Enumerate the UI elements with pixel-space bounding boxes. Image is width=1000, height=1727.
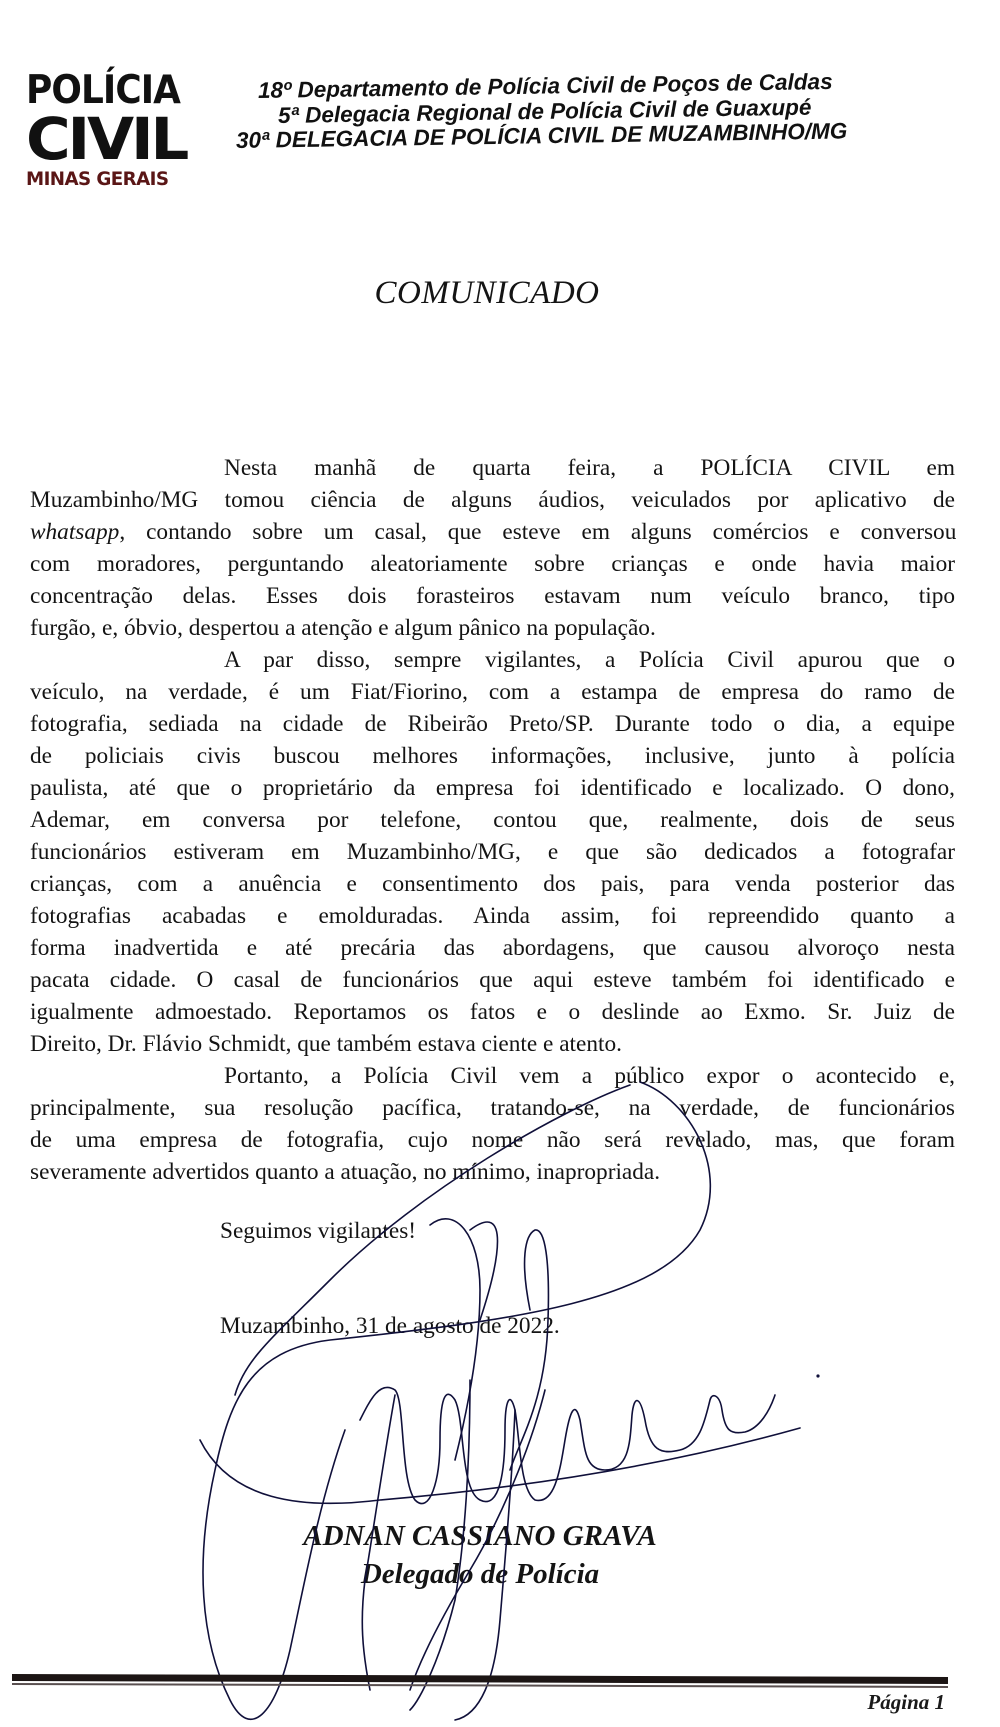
body-line-text: veículo, na verdade, é um Fiat/Fiorino, com a estampa de empresa do ramo de bbox=[30, 679, 955, 705]
signatory-name-text: ADNAN CASSIANO GRAVA bbox=[303, 1520, 657, 1552]
body-line bbox=[30, 868, 955, 900]
body-line-text: forma inadvertida e até precária das abordagens, que causou alvoroço nesta bbox=[30, 935, 955, 961]
logo-line-civil: CIVIL bbox=[26, 105, 187, 173]
body-line-text: fotografias acabadas e emolduradas. Ainda assim, foi repreendido quanto a bbox=[30, 903, 955, 929]
document-title bbox=[0, 275, 1000, 312]
body-line-text: furgão, e, óbvio, despertou a atenção e algum pânico na população. bbox=[30, 615, 656, 641]
body-line bbox=[30, 1060, 955, 1092]
body-line-text: de policiais civis buscou melhores informações, inclusive, junto à polícia bbox=[30, 743, 955, 769]
body-line-text: Direito, Dr. Flávio Schmidt, que também estava ciente e atento. bbox=[30, 1031, 622, 1057]
document-title-text: COMUNICADO bbox=[374, 275, 600, 311]
body-line-text: igualmente admoestado. Reportamos os fatos e o deslinde ao Exmo. Sr. Juiz de bbox=[30, 999, 955, 1025]
signatory-name bbox=[0, 1520, 960, 1553]
body-line bbox=[30, 484, 955, 516]
body-line bbox=[30, 1156, 955, 1188]
body-line bbox=[30, 612, 955, 644]
body-line-text: pacata cidade. O casal de funcionários que aqui esteve também foi identificado e bbox=[30, 967, 955, 993]
body-line-text: funcionários estiveram em Muzambinho/MG, e que são dedicados a fotografar bbox=[30, 839, 955, 865]
page-number: Página 1 bbox=[867, 1690, 945, 1714]
body-line bbox=[30, 452, 955, 484]
place-and-date: Muzambinho, 31 de agosto de 2022. bbox=[220, 1313, 560, 1339]
police-logo bbox=[26, 70, 186, 192]
body-line bbox=[30, 1092, 955, 1124]
body-line-text: crianças, com a anuência e consentimento dos pais, para venda posterior das bbox=[30, 871, 955, 897]
body-line-text: concentração delas. Esses dois forasteiros estavam num veículo branco, tipo bbox=[30, 583, 955, 609]
signature-dot bbox=[816, 1374, 819, 1377]
body-line-text: de uma empresa de fotografia, cujo nome não será revelado, mas, que foram bbox=[30, 1127, 955, 1153]
body-line bbox=[30, 580, 955, 612]
signature-stroke bbox=[360, 1387, 775, 1503]
body-line bbox=[30, 516, 955, 548]
logo-line-policia: POLÍCIA bbox=[26, 68, 181, 113]
signature-stroke bbox=[200, 1428, 800, 1503]
footer-rule bbox=[12, 1674, 948, 1684]
letterhead-regional: 5ª Delegacia Regional de Polícia Civil de Guaxupé bbox=[277, 94, 812, 128]
body-line-text: severamente advertidos quanto a atuação, no mínimo, inapropriada. bbox=[30, 1159, 661, 1185]
body-line bbox=[30, 740, 955, 772]
closing-salutation: Seguimos vigilantes! bbox=[220, 1218, 417, 1244]
body-line-text: principalmente, sua resolução pacífica, tratando-se, na verdade, de funcionários bbox=[30, 1095, 955, 1121]
body-line bbox=[30, 964, 955, 996]
body-line bbox=[30, 708, 955, 740]
signature-stroke bbox=[470, 1222, 498, 1320]
body-line-text: fotografia, sediada na cidade de Ribeirão Preto/SP. Durante todo o dia, a equipe bbox=[30, 711, 955, 737]
body-line-text: Muzambinho/MG tomou ciência de alguns áudios, veiculados por aplicativo de bbox=[30, 487, 955, 513]
body-line bbox=[30, 804, 955, 836]
signatory-role bbox=[0, 1558, 960, 1591]
signature-stroke bbox=[510, 1230, 548, 1470]
body-line-text: paulista, até que o proprietário da empresa foi identificado e localizado. O dono, bbox=[30, 775, 955, 801]
body-line bbox=[30, 1124, 955, 1156]
document-body bbox=[30, 452, 955, 1188]
body-line bbox=[30, 836, 955, 868]
body-line-text: com moradores, perguntando aleatoriamente sobre crianças e onde havia maior bbox=[30, 551, 955, 577]
body-line bbox=[30, 900, 955, 932]
body-line-text: , contando sobre um casal, que esteve em alguns comércios e conversou bbox=[119, 519, 957, 545]
body-line-text: Ademar, em conversa por telefone, contou que, realmente, dois de seus bbox=[30, 807, 955, 833]
body-line-italic-term: whatsapp bbox=[30, 519, 120, 545]
body-line bbox=[30, 932, 955, 964]
body-line-text: Portanto, a Polícia Civil vem a público expor o acontecido e, bbox=[224, 1063, 955, 1089]
letterhead-department: 18º Departamento de Polícia Civil de Poços de Caldas bbox=[257, 68, 833, 103]
body-line bbox=[30, 772, 955, 804]
footer-rule-thin bbox=[12, 1683, 948, 1688]
body-line bbox=[30, 548, 955, 580]
logo-line-minas-gerais: MINAS GERAIS bbox=[26, 168, 169, 190]
body-line bbox=[30, 676, 955, 708]
body-line-text: A par disso, sempre vigilantes, a Polícia Civil apurou que o bbox=[224, 647, 955, 673]
body-line bbox=[30, 996, 955, 1028]
body-line-text: Nesta manhã de quarta feira, a POLÍCIA CIVIL em bbox=[224, 455, 955, 481]
body-line bbox=[30, 1028, 955, 1060]
letterhead-delegacia: 30ª DELEGACIA DE POLÍCIA CIVIL DE MUZAMBINHO/MG bbox=[235, 118, 848, 153]
signatory-role-text: Delegado de Polícia bbox=[360, 1558, 600, 1590]
body-line bbox=[30, 644, 955, 676]
